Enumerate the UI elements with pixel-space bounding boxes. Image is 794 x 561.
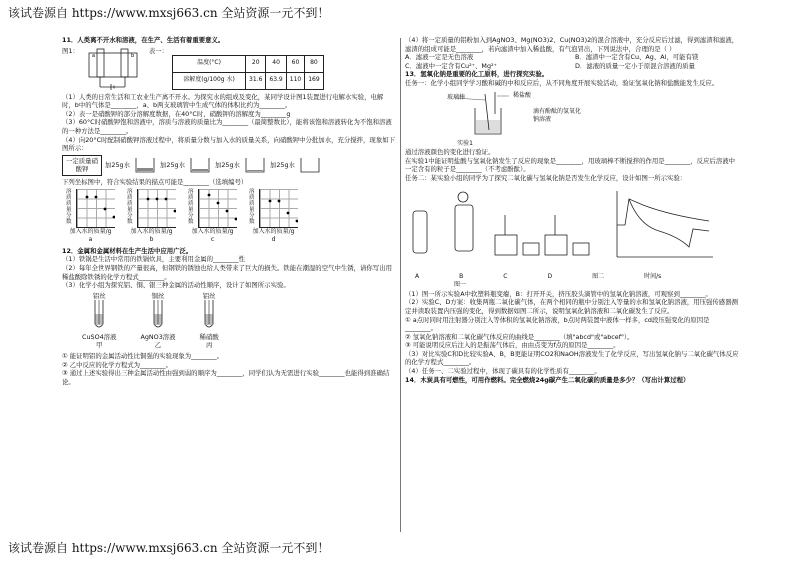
q13-p1: 通过溶液颜色的变化进行验证。 <box>405 148 495 157</box>
beaker-icon <box>243 156 267 174</box>
tube-wire-label: 铝丝 <box>202 291 216 300</box>
option-b: B．滤渣中一定含有Cu、Ag、Al，可能有镁 <box>575 53 699 62</box>
test-tube-icon <box>201 300 217 330</box>
fig-label-a: A <box>415 272 420 280</box>
table-cell: 60 <box>286 55 304 72</box>
graph-options <box>66 189 396 245</box>
flow-step: 加25g水 <box>105 161 130 170</box>
beaker-icon <box>133 156 157 174</box>
q13-q7: （4）任务一、二实验过程中，体现了碳具有的化学性质有________。 <box>405 367 601 376</box>
q13-q2: （2）实验C、D方案：收集两瓶二氧化碳气体，在两个相同的瓶中分别注入等量的水和氢氧化钠溶液，用压强传感器测定并读取装置内压强的变化，得到数据如图二所示，说明氢氧化钠溶液和二氧化碳发生了反应。 <box>405 298 738 315</box>
graph-d <box>249 189 298 245</box>
q12-s1: ① 能证明铝的金属活动性比铜强的实验现象为________。 <box>62 352 224 361</box>
q13-q5: ③ 可能说明反应后注入的是振荡气体后，由由点变为f点的原因是________。 <box>405 341 620 350</box>
table-cell: 80 <box>305 55 323 72</box>
graph-c <box>188 189 237 245</box>
dissolving-flow <box>62 155 396 176</box>
tube-wire-label: 铜丝 <box>151 291 165 300</box>
beaker-icon <box>298 156 322 174</box>
watermark-top: 该试卷源自 https://www.mxsj663.cn 全站资源一元不到！ <box>8 6 330 20</box>
tube-solution-label: 稀硝酸 <box>199 332 219 341</box>
table-head-solubility: 溶解度(g/100g 水) <box>173 72 246 89</box>
apparatus-abcd <box>405 185 605 271</box>
test-tube-icon <box>150 300 166 330</box>
tube-label: 甲 <box>96 341 103 350</box>
label-naoh: 滴有酚酞的氢氧化钠溶液 <box>533 107 582 124</box>
q12-options-row1 <box>405 53 741 62</box>
table-cell: 20 <box>246 55 266 72</box>
graph-xlabel: 加入水的质量/g <box>69 227 112 235</box>
q12-s2: ② 乙中反应的化学方程式为________。 <box>62 360 173 369</box>
graph-a <box>66 189 115 245</box>
graph-ylabel: 溶质质量分数 <box>66 188 72 225</box>
q13-task1: 任务一：化学小组同学学习酸和碱的中和反应后，从不同角度开展实验活动，验证氢氧化钠和盐酸能发生反应。 <box>405 78 719 87</box>
option-c: C．滤液中一定含有Cu²⁺、Mg²⁺ <box>405 61 497 70</box>
q13-q3: ① a点时同时用注射器分别注入等体积的氢氧化钠溶液，b点时两装置中液体一样多，cd段压强变化的原因是________。 <box>405 315 710 333</box>
q11-figure-row <box>62 47 396 93</box>
test-tube-icon <box>91 300 107 330</box>
solubility-table <box>172 55 324 90</box>
q12-p1: （1）铁锅是生活中常用的铁锅炊具，主要利用金属的________性 <box>62 255 246 264</box>
figure1-2 <box>405 185 741 271</box>
q12-p4: （4）将一定质量的铝粉加入到AgNO3、Mg(NO3)2、Cu(NO3)2的混合溶液中，充分反应后过滤，得到滤渣和滤液，滤渣的组成可能是________，若向滤渣中加入稀盐酸，有气泡冒出，下列说法中，合理的是（ ） <box>405 36 739 53</box>
fig1-label: 图1： <box>62 46 79 55</box>
tube-solution-label: AgNO3溶液 <box>140 332 176 341</box>
tube-solution-label: CuSO4溶液 <box>82 332 117 341</box>
q13-q6: （3）对比实验C和D比较实验A、B，B更能证明CO2和NaOH溶液发生了化学反应，写出氢氧化钠与二氧化碳气体反应的化学方程式________。 <box>405 349 739 367</box>
tube-yi <box>140 292 175 350</box>
fig-label-b: B <box>459 272 464 280</box>
option-d: D．滤液的质量一定小于原混合溶液的质量 <box>575 61 695 70</box>
svg-text:b: b <box>130 52 135 59</box>
q12-title: 12．金属和金属材料在生产生活中应用广泛。 <box>62 246 193 255</box>
label-glass-rod: 玻璃棒 <box>447 93 466 101</box>
q13-q4: ② 氢氧化钠溶液和二氧化碳气体反应的曲线是________（填"abcd"或"abcef"）。 <box>405 332 634 341</box>
q12-s3: ③ 通过上述实验得出三种金属活动性由强到弱的顺序为________，同学们认为无需进行实验________也能得到准确结论。 <box>62 369 390 386</box>
table-cell: 169 <box>305 72 323 89</box>
electrolysis-apparatus <box>81 47 145 93</box>
table1-label: 表一： <box>148 46 169 55</box>
tube-bing <box>200 292 219 350</box>
graph-xlabel: 加入水的质量/g <box>130 227 173 235</box>
q13-p2: 在实验1中能证明盐酸与氢氧化钠发生了反应的现象是________，用玻璃棒不断搅拌的作用是________，反应后溶液中一定含有的粒子是________（不考虑酚酞）。 <box>405 156 735 174</box>
q13-task2: 任务二：某实验小组的同学为了探究二氧化碳与氢氧化钠是否发生化学反应，设计如图一所示实验： <box>405 173 687 182</box>
q14-text: 14．木炭具有可燃性，可用作燃料。完全燃烧24g碳产生二氧化碳的质量是多少？（写出计算过程） <box>405 375 690 384</box>
tube-jia <box>82 292 116 350</box>
q11-p5: 下列坐标图中，符合实验结果的描点可能是________（选填编号） <box>62 177 248 186</box>
tube-label: 乙 <box>154 341 162 350</box>
test-tubes <box>82 292 396 350</box>
flow-step: 加25g水 <box>214 161 240 170</box>
q13-q1: （1）图一所示实验A中软塑料瓶变瘪，B：打开开关，挤压胶头滴管中的氢氧化钠溶液，可观察到________。 <box>405 289 712 298</box>
q12-p3: （3）化学小组为探究铝、铜、银三种金属的活动性顺序，设计了如图所示实验。 <box>62 281 290 290</box>
tube-label: 丙 <box>205 341 213 350</box>
fig-label-time: 时间/s <box>644 272 662 280</box>
graph-ylabel: 溶质质量分数 <box>249 188 255 225</box>
fig-label-graph2: 图二 <box>592 272 605 280</box>
q12-p2: （2）每年全世界钢铁的产量很高，但钢铁的锈蚀也给人类带来了巨大的损失。铁能在潮湿的空气中生锈，请你写出用稀盐酸除铁锈的化学方程式________。 <box>62 263 392 281</box>
graph-id: c <box>210 236 215 244</box>
graph-xlabel: 加入水的质量/g <box>252 227 295 235</box>
flow-step: 加25g水 <box>269 161 295 170</box>
table-head-temp: 温度(°C) <box>173 55 246 72</box>
q11-title: 11．人类离不开水和溶液，在生产、生活有着重要意义。 <box>62 36 225 44</box>
q13-title: 13．氢氧化钠是重要的化工原料，进行探究实验。 <box>405 70 549 79</box>
figure1-caption: 图一 <box>453 281 466 289</box>
left-column <box>62 36 396 536</box>
fig-label-c: C <box>503 272 508 280</box>
graph-id: d <box>271 236 276 244</box>
q11-p1: （1）人类的日常生活和工农业生产离不开水。为探究水的组成及变化，某同学设计图1装置进行电解水实验，电解时，b中的气体是________，a、b两支玻璃管中生成气体的体积比约为________。 <box>62 92 384 110</box>
option-a: A．滤液一定是无色溶液 <box>405 53 474 62</box>
watermark-bottom: 该试卷源自 https://www.mxsj663.cn 全站资源一元不到！ <box>8 541 330 555</box>
graph-id: b <box>149 236 154 244</box>
pressure-curve <box>609 185 719 271</box>
flow-start-box: 一定质量硝酸钾 <box>62 155 102 176</box>
label-hcl: 稀盐酸 <box>513 91 532 99</box>
table-cell: 110 <box>286 72 304 89</box>
q11-p3: （3）60°C时硝酸钾饱和溶液中，溶质与溶液的质量比为________（最简整数比），能将该饱和溶液转化为不饱和溶液的一种方法是________。 <box>62 118 392 135</box>
svg-text:a: a <box>91 52 95 59</box>
graph-ylabel: 溶质质量分数 <box>127 188 133 225</box>
experiment1-caption: 实验1 <box>457 139 473 147</box>
experiment1-figure <box>445 90 741 138</box>
figure-labels <box>415 273 741 282</box>
table-cell: 63.9 <box>266 72 286 89</box>
graph-ylabel: 溶质质量分数 <box>188 188 194 225</box>
graph-id: a <box>88 236 93 244</box>
fig-label-d: D <box>547 272 553 280</box>
table-cell: 40 <box>266 55 286 72</box>
beaker-icon <box>188 156 212 174</box>
table-cell: 31.6 <box>246 72 266 89</box>
graph-xlabel: 加入水的质量/g <box>191 227 234 235</box>
q11-p4: （4）向20°C时配制硝酸钾溶液过程中，将质量分数与加入水的质量关系，向硝酸钾中分批加水，充分搅拌，现象如下图所示： <box>62 135 395 153</box>
flow-step: 加25g水 <box>159 161 185 170</box>
column-divider <box>400 38 401 532</box>
q11-p2: （2）表一是硝酸钾的部分溶解度数据，在40°C时，硝酸钾的溶解度为________g <box>62 109 291 118</box>
right-column <box>405 36 741 536</box>
graph-b <box>127 189 176 245</box>
tube-wire-label: 铝丝 <box>92 291 106 300</box>
